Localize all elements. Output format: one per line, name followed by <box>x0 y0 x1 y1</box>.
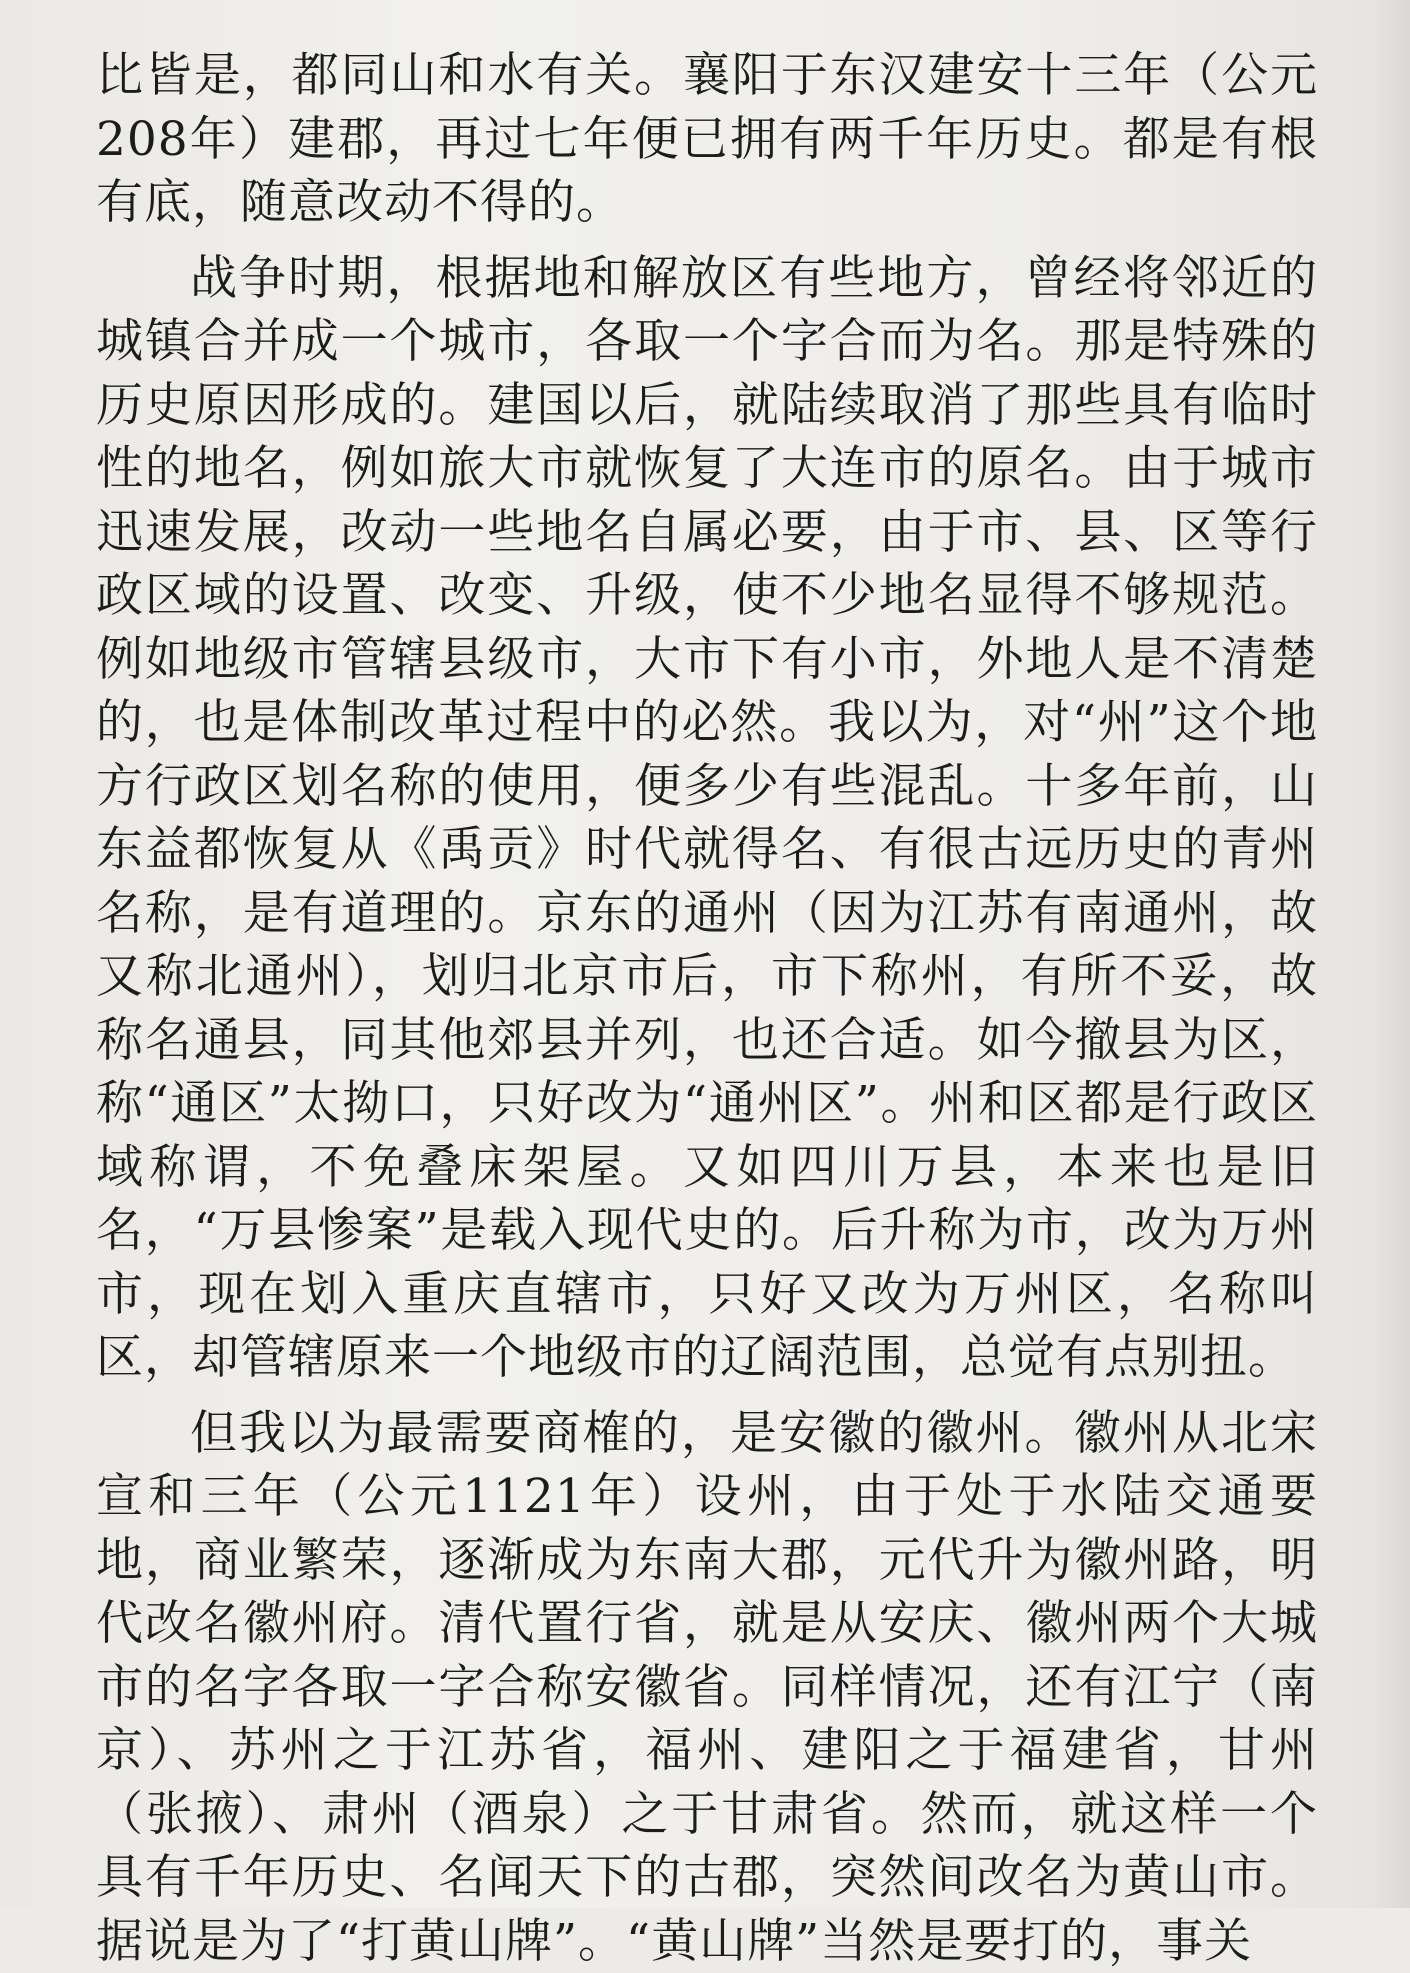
paragraph-2: 战争时期，根据地和解放区有些地方，曾经将邻近的城镇合并成一个城市，各取一个字合而为名。那是特殊的历史原因形成的。建国以后，就陆续取消了那些具有临时性的地名，例如旅大市就恢复了大连市的原名。由于城市迅速发展，改动一些地名自属必要，由于市、县、区等行政区域的设置、改变、升级，使不少地名显得不够规范。例如地级市管辖县级市，大市下有小市，外地人是不清楚的，也是体制改革过程中的必然。我以为，对“州”这个地方行政区划名称的使用，便多少有些混乱。十多年前，山东益都恢复从《禹贡》时代就得名、有很古远历史的青州名称，是有道理的。京东的通州（因为江苏有南通州，故又称北通州），划归北京市后，市下称州，有所不妥，故称名通县，同其他郊县并列，也还合适。如今撤县为区，称“通区”太拗口，只好改为“通州区”。州和区都是行政区域称谓，不免叠床架屋。又如四川万县，本来也是旧名，“万县惨案”是载入现代史的。后升称为市，改为万州市，现在划入重庆直辖市，只好又改为万州区，名称叫区，却管辖原来一个地级市的辽阔范围，总觉有点别扭。 <box>96 247 1318 1390</box>
page-edge-shadow <box>1372 0 1410 1908</box>
paragraph-1: 比皆是，都同山和水有关。襄阳于东汉建安十三年（公元208年）建郡，再过七年便已拥有两千年历史。都是有根有底，随意改动不得的。 <box>96 44 1318 235</box>
body-text <box>96 44 1318 1973</box>
paragraph-3: 但我以为最需要商榷的，是安徽的徽州。徽州从北宋宣和三年（公元1121年）设州，由于处于水陆交通要地，商业繁荣，逐渐成为东南大郡，元代升为徽州路，明代改名徽州府。清代置行省，就是从安庆、徽州两个大城市的名字各取一字合称安徽省。同样情况，还有江宁（南京）、苏州之于江苏省，福州、建阳之于福建省，甘州（张掖）、肃州（酒泉）之于甘肃省。然而，就这样一个具有千年历史、名闻天下的古郡，突然间改名为黄山市。据说是为了“打黄山牌”。“黄山牌”当然是要打的，事关 <box>96 1402 1318 1973</box>
